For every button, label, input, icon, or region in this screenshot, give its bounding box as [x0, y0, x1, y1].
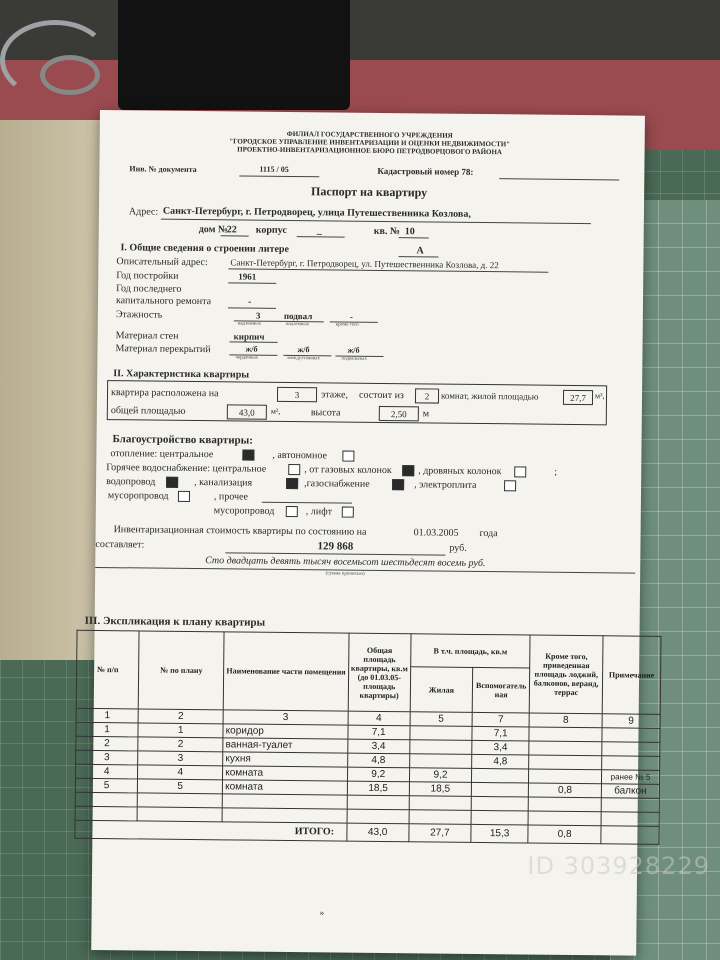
cell: комната — [223, 780, 348, 795]
ceiling-attic: ж/б — [245, 344, 258, 354]
total-area: 43,0 — [346, 823, 408, 842]
cell — [75, 792, 137, 807]
cell — [601, 798, 659, 813]
cell: 1 — [76, 722, 138, 737]
height-value: 2,50 — [379, 406, 419, 421]
rooms-label: состоит из — [358, 389, 404, 402]
litera-value: А — [416, 245, 424, 257]
year-label: Год постройки — [116, 270, 179, 282]
kv-value: 10 — [404, 226, 415, 238]
page-title: Паспорт на квартиру — [311, 184, 428, 200]
total-auxiliary: 15,3 — [471, 824, 529, 843]
inv-label: Инв. № документа — [129, 164, 197, 175]
heating-central: отопление: центральное — [110, 448, 214, 461]
total-area-value: 43,0 — [227, 404, 267, 419]
year-value: 1961 — [238, 271, 257, 282]
hot-water-wood-checkbox[interactable] — [514, 466, 526, 477]
heating-autonomous: , автономное — [272, 449, 328, 462]
cell — [347, 795, 409, 810]
floors-sub-below: подземных — [285, 321, 310, 328]
cell: 3 — [76, 750, 138, 765]
valuation-words-sub: (сумма прописью) — [325, 571, 365, 577]
floors-extra: - — [349, 311, 353, 322]
col-number: 4 — [348, 711, 410, 726]
cell — [222, 794, 347, 809]
section2-title: II. Характеристика квартиры — [113, 368, 250, 381]
cell: 9,2 — [409, 768, 471, 783]
col-header-total-area: Общая площадь квартиры, кв.м (до 01.03.05- площадь квартиры) — [348, 633, 411, 712]
height-unit: м — [422, 408, 430, 420]
hot-water-central-checkbox[interactable] — [288, 464, 300, 475]
apartment-passport-document — [84, 110, 655, 956]
cell — [410, 726, 472, 741]
heating-central-checkbox[interactable] — [242, 450, 254, 461]
paper-under-left — [0, 120, 110, 660]
ceilings-label: Материал перекрытий — [115, 343, 211, 356]
ceiling-basement: ж/б — [347, 345, 360, 355]
ceil-sub-attic: чердачных — [235, 355, 259, 361]
total-balcony: 0,8 — [528, 825, 601, 844]
cell — [471, 796, 528, 811]
cell: 7,1 — [348, 725, 410, 740]
cell: комната — [223, 766, 348, 781]
cell: 4 — [138, 765, 223, 780]
col-number: 9 — [602, 714, 660, 729]
col-header-note: Примечание — [602, 636, 661, 715]
lift-label: , лифт — [305, 506, 333, 518]
rooms-suffix: комнат, жилой площадью — [440, 390, 539, 402]
valuation-text: Инвентаризационная стоимость квартиры по состоянию на — [113, 524, 367, 538]
floors-sub-extra: кроме того — [335, 322, 359, 328]
living-area-value: 27,7 — [563, 390, 593, 405]
total-area-label: общей площадью — [110, 405, 186, 417]
height-label: высота — [310, 407, 341, 419]
cell — [601, 812, 659, 827]
hot-water-gas-checkbox[interactable] — [402, 465, 414, 476]
cell: 5 — [75, 778, 137, 793]
col-header-living: Жилая — [410, 667, 473, 713]
sewer-checkbox[interactable] — [286, 478, 298, 489]
org-line-1: ФИЛИАЛ ГОСУДАРСТВЕННОГО УЧРЕЖДЕНИЯ — [286, 129, 453, 140]
cell — [410, 740, 472, 755]
garbage-chute-label: мусоропровод — [107, 490, 169, 502]
cell — [529, 769, 602, 784]
valuation-date: 01.03.2005 — [413, 527, 459, 539]
address-value: Санкт-Петербург, г. Петродворец, улица Путешественника Козлова, — [162, 205, 471, 220]
cell — [529, 755, 602, 770]
section3-title: III. Экспликация к плану квартиры — [84, 614, 266, 629]
kv-label: кв. № — [373, 225, 401, 238]
col-number: 1 — [76, 708, 138, 723]
garbage-chute-checkbox[interactable] — [178, 491, 190, 502]
valuation-label: составляет: — [95, 538, 145, 551]
cell — [409, 796, 471, 811]
electric-stove-label: , электроплита — [414, 479, 477, 491]
col-header-balcony: Кроме того, приведенная площадь лоджий, балконов, веранд, террас — [530, 635, 603, 714]
col-number: 7 — [472, 712, 529, 727]
watermark-id: ID 303928229 — [527, 852, 710, 880]
cell — [471, 810, 528, 825]
col-header-no: № п/п — [76, 630, 139, 709]
walls-label: Материал стен — [115, 330, 179, 342]
water-checkbox[interactable] — [166, 477, 178, 488]
col-number: 5 — [410, 712, 472, 727]
cell: 4,8 — [347, 753, 409, 768]
amenities-title: Благоустройство квартиры: — [112, 433, 254, 447]
col-number: 2 — [138, 709, 223, 724]
gas-checkbox[interactable] — [392, 479, 404, 490]
footer-mark: » — [319, 907, 325, 918]
house-label: дом № — [198, 224, 229, 236]
cell: 4,8 — [472, 754, 529, 769]
korpus-value: _ — [316, 225, 322, 237]
cell: 3 — [138, 751, 223, 766]
cell: 2 — [76, 736, 138, 751]
floors-sub-above: надземных — [237, 321, 262, 327]
water-label: водопровод — [106, 476, 156, 488]
cell: 0,8 — [529, 783, 602, 798]
valuation-year: года — [479, 527, 498, 540]
col-number: 8 — [529, 713, 602, 728]
cell — [602, 742, 660, 757]
living-area-unit: м², — [594, 391, 605, 401]
gas-label: ,газоснабжение — [304, 478, 370, 490]
total-living: 27,7 — [409, 824, 471, 843]
org-line-3: ПРОЕКТНО-ИНВЕНТАРИЗАЦИОННОЕ БЮРО ПЕТРОДВОРЦОВОГО РАЙОНА — [237, 145, 503, 157]
electric-stove-checkbox[interactable] — [504, 480, 516, 491]
desc-address-label: Описательный адрес: — [116, 256, 208, 269]
cell — [471, 768, 528, 783]
hot-water-wood: , дровяных колонок — [418, 465, 502, 478]
cell: 18,5 — [347, 781, 409, 796]
valuation-rub: руб. — [449, 542, 467, 554]
cell — [528, 811, 601, 826]
cell: 7,1 — [472, 726, 529, 741]
cell: 5 — [138, 779, 223, 794]
col-header-group: В т.ч. площадь, кв.м — [410, 634, 530, 668]
scissors-handle-icon — [40, 55, 100, 95]
house-value: 22 — [226, 224, 237, 236]
cell: 9,2 — [347, 767, 409, 782]
org-line-2: "ГОРОДСКОЕ УПРАВЛЕНИЕ ИНВЕНТАРИЗАЦИИ И ОЦЕНКИ НЕДВИЖИМОСТИ" — [229, 137, 511, 149]
floor-value: 3 — [277, 387, 317, 402]
walls-value: кирпич — [233, 331, 265, 342]
ceiling-interfloor: ж/б — [297, 345, 310, 355]
basement-value: подвал — [283, 310, 313, 322]
cell — [602, 756, 660, 771]
total-note — [601, 826, 659, 845]
cell: 3,4 — [472, 740, 529, 755]
cell — [137, 807, 222, 822]
cell: 4 — [76, 764, 138, 779]
cell — [137, 793, 222, 808]
cell — [75, 806, 137, 821]
rooms-value: 2 — [415, 388, 439, 403]
cell: 1 — [138, 723, 223, 738]
explication-table — [74, 630, 661, 845]
cadastral-label: Кадастровый номер 78: — [377, 165, 474, 177]
sewer-label: , канализация — [194, 477, 253, 489]
hot-water-gas: , от газовых колонок — [304, 464, 392, 477]
section1-title: I. Общие сведения о строении литере — [120, 242, 289, 255]
cell: балкон — [601, 784, 659, 799]
heating-autonomous-checkbox[interactable] — [342, 451, 354, 462]
cell: 2 — [138, 737, 223, 752]
inv-value: 1115 / 05 — [259, 164, 289, 174]
cell: ранее № 5 — [601, 770, 659, 785]
floor-label: квартира расположена на — [110, 387, 219, 400]
cell — [529, 797, 602, 812]
cap-repair-label-2: капитального ремонта — [115, 295, 212, 308]
cell — [347, 809, 409, 824]
cell — [529, 741, 602, 756]
address-label: Адрес: — [128, 206, 159, 218]
total-label: ИТОГО: — [75, 820, 347, 841]
ceil-sub-basement: подвальных — [341, 356, 367, 362]
floors-label: Этажность — [115, 309, 163, 321]
hot-water-semicolon: ; — [554, 466, 558, 478]
cell — [409, 810, 471, 825]
col-header-auxiliary: Вспомогатель ная — [472, 668, 530, 714]
cell — [471, 782, 528, 797]
floor-suffix: этаже, — [320, 389, 349, 401]
black-box — [118, 0, 350, 110]
ceil-sub-interfloor: междуэтажных — [287, 355, 320, 362]
hot-water-central: Горячее водоснабжение: центральное — [106, 462, 267, 475]
cell: ванная-туалет — [223, 738, 348, 753]
cell — [222, 808, 347, 823]
valuation-words: Сто двадцать девять тысяч восемьсот шестьдесят восемь руб. — [205, 555, 486, 570]
cell — [602, 728, 660, 743]
cap-repair-label-1: Год последнего — [116, 283, 182, 295]
col-header-name: Наименование части помещения — [223, 632, 348, 711]
other-label: , прочее — [213, 491, 249, 503]
garbage-chute-2-checkbox[interactable] — [286, 506, 298, 517]
cap-repair-value: - — [247, 296, 252, 308]
total-area-unit: м², — [270, 406, 281, 416]
korpus-label: корпус — [255, 224, 287, 236]
garbage-chute-2-label: мусоропровод — [213, 505, 275, 517]
section2-box — [107, 380, 607, 425]
floors-value: 3 — [255, 310, 261, 321]
desc-address-value: Санкт-Петербург, г. Петродворец, ул. Путешественника Козлова, д. 22 — [230, 257, 499, 271]
cell: 3,4 — [347, 739, 409, 754]
cell: кухня — [223, 752, 348, 767]
col-number: 3 — [223, 710, 348, 725]
valuation-value: 129 868 — [317, 540, 354, 553]
cell — [529, 727, 602, 742]
cell: 18,5 — [409, 782, 471, 797]
cell — [409, 754, 471, 769]
lift-checkbox[interactable] — [342, 507, 354, 518]
col-header-plan-no: № по плану — [138, 631, 224, 710]
cell: коридор — [223, 724, 348, 739]
